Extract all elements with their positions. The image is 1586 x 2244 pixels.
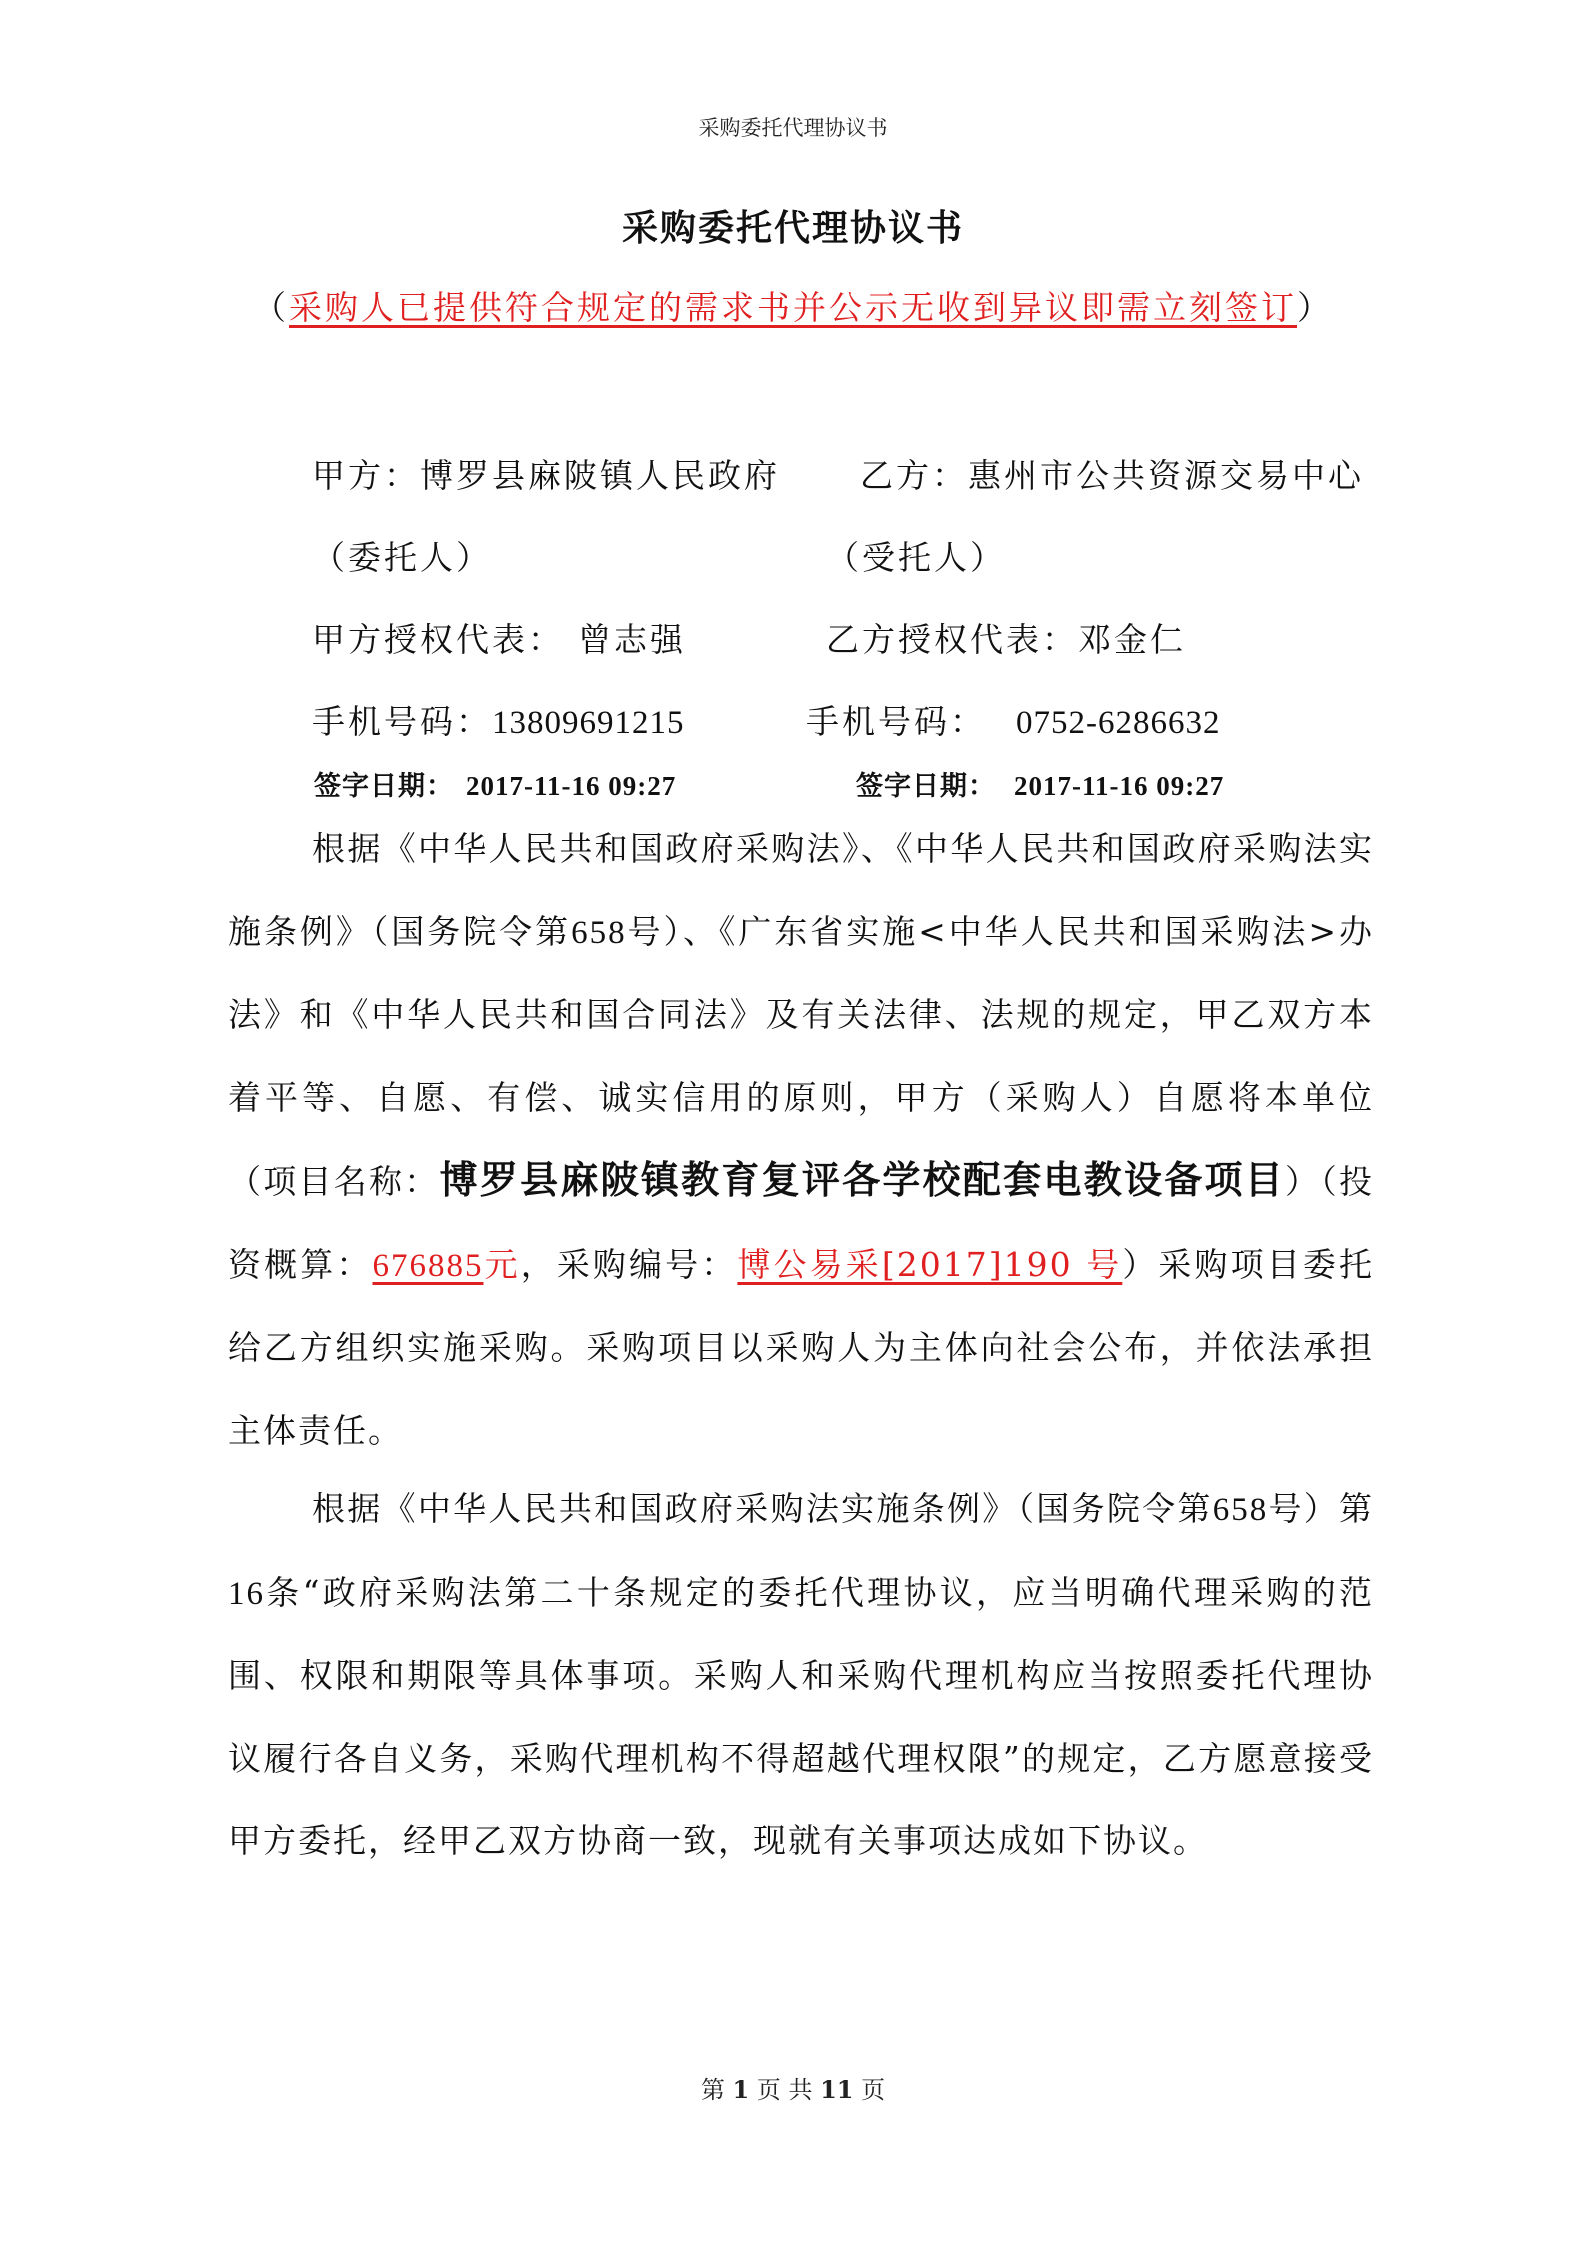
party-a-sign-date-value: 2017-11-16 09:27 — [466, 771, 677, 801]
party-b-sign-label: 签字日期： — [856, 771, 996, 802]
party-a-role: （委托人） — [312, 538, 492, 577]
agreement-paragraph-2 — [228, 1468, 1374, 1883]
total-page-count: 11 — [820, 2075, 854, 2104]
agreement-paragraph-1 — [228, 808, 1374, 1472]
party-a-phone-number: 13809691215 — [492, 705, 685, 741]
party-b-sign-date — [856, 764, 1224, 803]
party-a-phone — [312, 696, 685, 743]
subtitle-open-paren: （ — [253, 288, 289, 327]
party-a-sign-date — [314, 764, 676, 803]
party-a-line — [312, 450, 780, 497]
party-a-name: 博罗县麻陂镇人民政府 — [420, 456, 780, 495]
party-a-rep-label: 甲方授权代表： — [312, 620, 564, 659]
footer-prefix: 第 — [700, 2076, 725, 2104]
party-a-sign-label: 签字日期： — [314, 771, 454, 802]
document-subtitle — [0, 282, 1586, 329]
party-a-phone-label: 手机号码： — [312, 702, 492, 741]
party-b-phone-number: 0752-6286632 — [1016, 705, 1221, 741]
party-b-rep-name: 邓金仁 — [1078, 620, 1186, 659]
budget-amount: 676885 — [372, 1247, 484, 1284]
page-header: 采购委托代理协议书 — [698, 116, 888, 140]
party-b-label: 乙方： — [860, 456, 968, 495]
paragraph-1-text-c: ）（投资概算： — [228, 1162, 1375, 1284]
current-page-number: 1 — [732, 2075, 750, 2104]
party-b-name: 惠州市公共资源交易中心 — [968, 456, 1364, 495]
party-b-role: （受托人） — [826, 538, 1006, 577]
article-number: 16 — [228, 1575, 265, 1612]
party-b-phone — [806, 696, 1221, 743]
paragraph-2-text-a: 根据《中华人民共和国政府采购法实施条例》（国务院令第 — [312, 1489, 1213, 1528]
party-b-representative — [826, 614, 1186, 661]
document-title: 采购委托代理协议书 — [621, 207, 964, 249]
paragraph-1-text-d: ，采购编号： — [520, 1244, 738, 1284]
project-name: 博罗县麻陂镇教育复评各学校配套电教设备项目 — [439, 1157, 1285, 1202]
footer-middle: 页 共 — [756, 2076, 813, 2104]
party-b-phone-label: 手机号码： — [806, 702, 986, 741]
paragraph-1-text-b: 号）、《广东省实施<中华人民共和国采购法>办法》和《中华人民共和国合同法》及有关法律、法规的规定，甲乙双方本着平等、自愿、有偿、诚实信用的原则，甲方（采购人）自愿将本单位（项目名称： — [228, 911, 1374, 1201]
paragraph-1-text-e: ）采购项目委托给乙方组织实施采购。采购项目以采购人为主体向社会公布，并依法承担主体责任。 — [228, 1244, 1375, 1450]
paragraph-2-text-b: 号）第 — [1268, 1489, 1375, 1528]
subtitle-notice: 采购人已提供符合规定的需求书并公示无收到异议即需立刻签订 — [289, 288, 1297, 327]
party-a-label: 甲方： — [312, 456, 420, 495]
paragraph-1-text-a: 根据《中华人民共和国政府采购法》、《中华人民共和国政府采购法实施条例》（国务院令第 — [228, 829, 1374, 951]
page-footer — [0, 2070, 1586, 2105]
party-a-rep-name: 曾志强 — [578, 620, 686, 659]
procurement-number: 博公易采[2017]190 号 — [737, 1244, 1123, 1284]
party-b-sign-date-value: 2017-11-16 09:27 — [1014, 771, 1225, 801]
decree-number: 658 — [571, 914, 627, 951]
party-b-line — [860, 450, 1364, 497]
party-b-rep-label: 乙方授权代表： — [826, 620, 1078, 659]
budget-unit: 元 — [483, 1244, 521, 1284]
party-a-representative — [312, 614, 686, 661]
subtitle-close-paren: ） — [1297, 288, 1333, 327]
paragraph-2-text-c: 条“政府采购法第二十条规定的委托代理协议，应当明确代理采购的范围、权限和期限等具体事项。采购人和采购代理机构应当按照委托代理协议履行各自义务，采购代理机构不得超越代理权限”的规定，乙方愿意接受甲方委托，经甲乙双方协商一致，现就有关事项达成如下协议。 — [228, 1572, 1374, 1860]
decree-number-2: 658 — [1212, 1492, 1269, 1528]
footer-suffix: 页 — [861, 2076, 886, 2104]
